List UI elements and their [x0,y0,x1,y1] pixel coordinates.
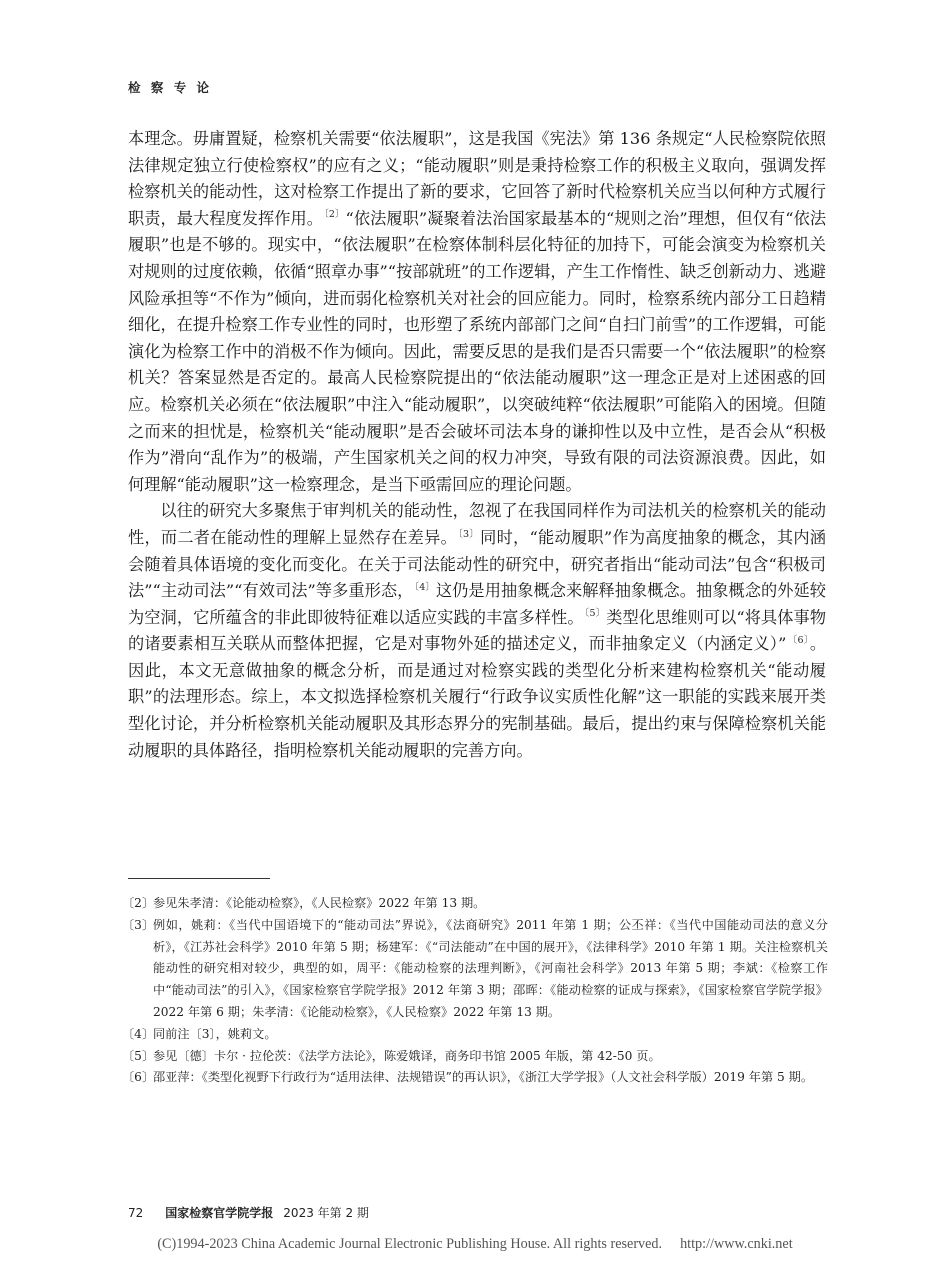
footnotes [122,893,828,1089]
footnote-text: 例如，姚莉：《当代中国语境下的“能动司法”界说》，《法商研究》2011 年第 1 期；公丕祥：《当代中国能动司法的意义分析》，《江苏社会科学》2010 年第 5 期；杨建军：《“司法能动”在中国的展开》，《法律科学》2010 年第 1 期。关注检察机关能动性的研究相对较少，典型的如，周平：《能动检察的法理判断》，《河南社会科学》2013 年第 5 期；李斌：《检察工作中“能动司法”的引入》，《国家检察官学院学报》2012 年第 3 期；邵晖：《能动检察的证成与探索》，《国家检察官学院学报》2022 年第 6 期；朱孝清：《论能动检察》，《人民检察》2022 年第 13 期。 [153,917,828,1019]
footnote-ref-3[interactable]: 〔3〕 [458,528,480,540]
paragraph-2-text-d: 类型化思维则可以“将具体事物的诸要素相互关联从而整体把握，它是对事物外延的描述定义，而非抽象定义（内涵定义）” [128,607,827,654]
footnote-text: 邵亚萍：《类型化视野下行政行为“适用法律、法规错误”的再认识》，《浙江大学学报》（人文社会科学版）2019 年第 5 期。 [153,1070,814,1085]
footnote-2 [122,893,828,915]
copyright-text: (C)1994-2023 China Academic Journal Electronic Publishing House. All rights reserved. [157,1236,663,1252]
footnote-number: 〔3〕 [122,917,155,932]
paragraph-1-text-b: “依法履职”凝聚着法治国家最基本的“规则之治”理想，但仅有“依法履职”也是不够的。现实中，“依法履职”在检察体制科层化特征的加持下，可能会演变为检察机关对规则的过度依赖，依循“照章办事”“按部就班”的工作逻辑，产生工作惰性、缺乏创新动力、逃避风险承担等“不作为”倾向，进而弱化检察机关对社会的回应能力。同时，检察系统内部分工日趋精细化，在提升检察工作专业性的同时，也形塑了系统内部部门之间“自扫门前雪”的工作逻辑，可能演化为检察工作中的消极不作为倾向。因此，需要反思的是我们是否只需要一个“依法履职”的检察机关？答案显然是否定的。最高人民检察院提出的“依法能动履职”这一理念正是对上述困惑的回应。检察机关必须在“依法履职”中注入“能动履职”，以突破纯粹“依法履职”可能陷入的困境。但随之而来的担忧是，检察机关“能动履职”是否会破坏司法本身的谦抑性以及中立性，是否会从“积极作为”滑向“乱作为”的极端，产生国家机关之间的权力冲突，导致有限的司法资源浪费。因此，如何理解“能动履职”这一检察理念，是当下亟需回应的理论问题。 [128,208,827,494]
paragraph-2-text-e: 。因此，本文无意做抽象的概念分析，而是通过对检察实践的类型化分析来建构检察机关“能动履职”的法理形态。综上，本文拟选择检察机关履行“行政争议实质性化解”这一职能的实践来展开类型化讨论，并分析检察机关能动履职及其形态界分的宪制基础。最后，提出约束与保障检察机关能动履职的具体路径，指明检察机关能动履职的完善方向。 [128,634,826,760]
section-header: 检 察 专 论 [128,80,213,95]
journal-name: 国家检察官学院学报 [165,1206,274,1220]
footnote-number: 〔6〕 [122,1070,155,1085]
footnote-text: 参见〔德〕卡尔 · 拉伦茨：《法学方法论》，陈爱娥译，商务印书馆 2005 年版，第 42-50 页。 [153,1048,661,1063]
paragraph-2-text-c: 这仍是用抽象概念来解释抽象概念。抽象概念的外延较为空洞，它所蕴含的非此即彼特征难以适应实践的丰富多样性。 [128,581,826,627]
footnote-ref-6[interactable]: 〔6〕 [787,634,809,646]
footnote-number: 〔4〕 [122,1026,155,1041]
paragraph-2 [128,498,826,764]
footnote-4 [122,1024,828,1046]
footnote-ref-4[interactable]: 〔4〕 [414,581,435,593]
journal-issue: 2023 年第 2 期 [283,1206,369,1220]
footnote-number: 〔2〕 [122,896,155,910]
footnote-6 [122,1067,828,1089]
paragraph-2-text-b: 同时，“能动履职”作为高度抽象的概念，其内涵会随着具体语境的变化而变化。在关于司法能动性的研究中，研究者指出“能动司法”包含“积极司法”“主动司法”“有效司法”等多重形态， [128,527,826,601]
copyright-url[interactable]: http://www.cnki.net [680,1236,793,1252]
footnote-text: 同前注〔3〕，姚莉文。 [153,1026,277,1041]
paragraph-1-text-a: 本理念。毋庸置疑，检察机关需要“依法履职”，这是我国《宪法》第 136 条规定“人民检察院依照法律规定独立行使检察权”的应有之义；“能动履职”则是秉持检察工作的积极主义取向，强调发挥检察机关的能动性，这对检察工作提出了新的要求，它回答了新时代检察机关应当以何种方式履行职责，最大程度发挥作用。 [128,129,826,228]
copyright-notice [0,1236,950,1253]
footnote-text: 参见朱孝清：《论能动检察》，《人民检察》2022 年第 13 期。 [153,896,486,910]
paragraph-1 [128,126,826,498]
paragraph-2-text-a: 以往的研究大多聚焦于审判机关的能动性，忽视了在我国同样作为司法机关的检察机关的能动性，而二者在能动性的理解上显然存在差异。 [128,501,826,547]
footnote-divider [128,878,270,879]
page-number: 72 [128,1206,144,1220]
footnote-ref-5[interactable]: 〔5〕 [584,608,606,620]
footnote-number: 〔5〕 [122,1048,155,1063]
footnote-ref-2[interactable]: 〔2〕 [324,209,345,221]
page-footer [128,1204,369,1221]
footnote-5 [122,1046,828,1068]
footnote-3 [122,915,828,1024]
article-body [128,126,826,764]
